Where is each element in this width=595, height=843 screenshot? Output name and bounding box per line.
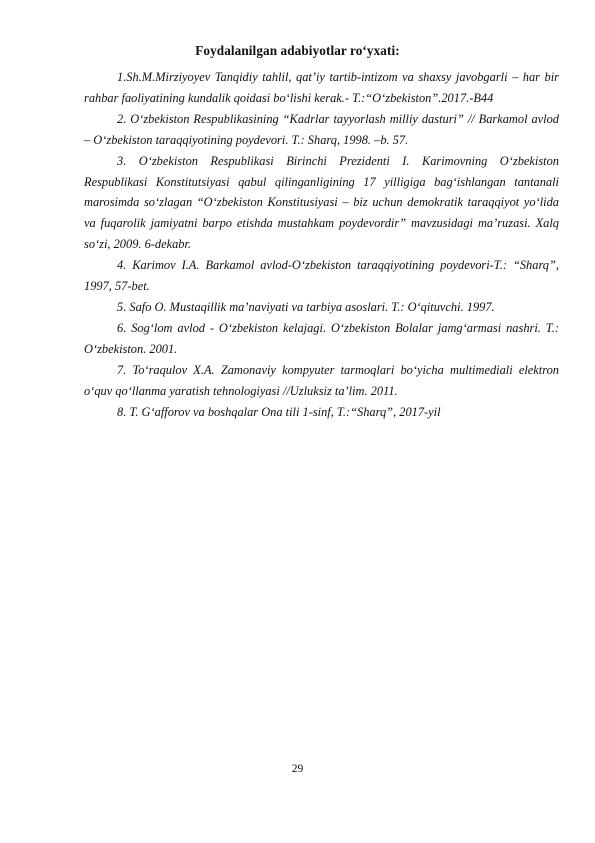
reference-item: 7. To‘raqulov X.A. Zamonaviy kompyuter tarmoqlari bo‘yicha multimediali elektron o‘quv qo‘llanma yaratish tehnologiyasi //Uzluksiz ta’lim. 2011. <box>84 362 559 398</box>
reference-item: 3. O‘zbekiston Respublikasi Birinchi Prezidenti I. Karimovning O‘zbekiston Respublikasi Konstitutsiyasi qabul qilinganligining 17 yilligiga bag‘ishlangan tantanali marosimda so‘zlagan “O‘zbekiston Konstitusiyasi – biz uchun demokratik taraqqiyot yo‘lida va fuqarolik jamiyatni barpo etishda mustahkam poydevordir” mavzusidagi ma’ruzasi. Xalq so‘zi, 2009. 6-dekabr. <box>84 153 559 252</box>
reference-item: 1.Sh.M.Mirziyoyev Tanqidiy tahlil, qat’iy tartib-intizom va shaxsy javobgarli – har bir rahbar faoliyatining kundalik qoidasi bo‘lishi kerak.- T.:“O‘zbekiston”.2017.-B44 <box>84 70 559 105</box>
reference-item: 5. Safo O. Mustaqillik ma’naviyati va tarbiya asoslari. T.: O‘qituvchi. 1997. <box>117 299 495 314</box>
page-title: Foydalanilgan adabiyotlar ro‘yxati: <box>195 43 400 58</box>
reference-item: 4. Karimov I.A. Barkamol avlod-O‘zbekiston taraqqiyotining poydevori-T.: “Sharq”, 1997, 57-bet. <box>84 258 559 294</box>
reference-item: 8. T. G‘afforov va boshqalar Ona tili 1-sinf, T.:“Sharq”, 2017-yil <box>117 404 441 419</box>
page-number: 29 <box>291 763 304 775</box>
reference-item: 2. O‘zbekiston Respublikasining “Kadrlar tayyorlash milliy dasturi” // Barkamol avlod – O‘zbekiston taraqqiyotining poydevori. T.: Sharq, 1998. –b. 57. <box>84 111 559 147</box>
reference-item: 6. Sog‘lom avlod - O‘zbekiston kelajagi. O‘zbekiston Bolalar jamg‘armasi nashri. T.: O‘zbekiston. 2001. <box>84 320 559 356</box>
reference-list <box>84 67 559 422</box>
